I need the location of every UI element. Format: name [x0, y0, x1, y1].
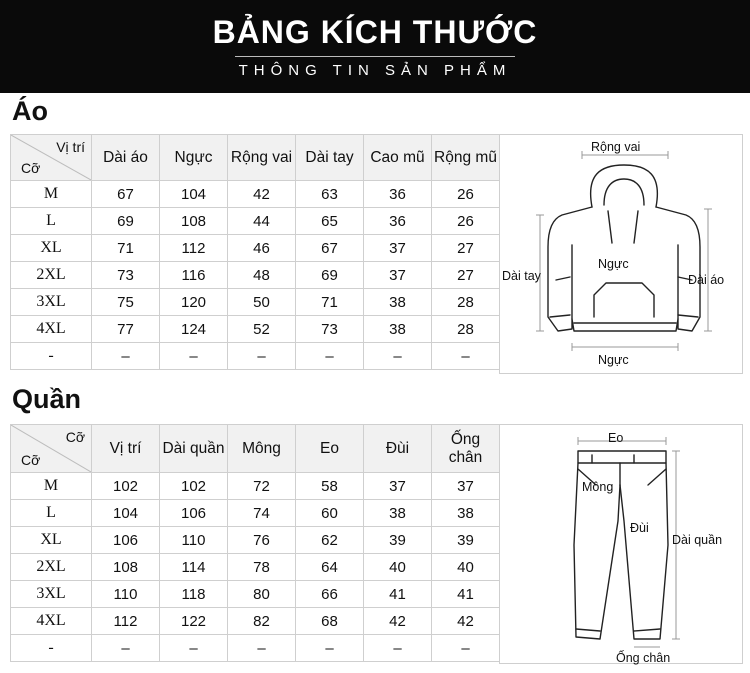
shirt-size-table [10, 134, 500, 370]
table-cell: 67 [296, 235, 364, 262]
page-subtitle: THÔNG TIN SẢN PHẨM [238, 62, 512, 79]
column-header: Mông [228, 425, 296, 473]
table-cell: – [92, 343, 160, 370]
size-label-cell: M [11, 181, 92, 208]
table-row [11, 473, 500, 500]
shoulder-width-label: Rộng vai [591, 140, 641, 154]
hip-label: Mông [582, 480, 614, 494]
table-cell: 65 [296, 208, 364, 235]
corner-header-cell [11, 135, 92, 181]
table-row [11, 608, 500, 635]
column-header: Eo [296, 425, 364, 473]
table-row [11, 208, 500, 235]
table-cell: 104 [92, 500, 160, 527]
table-cell: 112 [92, 608, 160, 635]
table-cell: 60 [296, 500, 364, 527]
table-cell: 41 [364, 581, 432, 608]
table-row [11, 262, 500, 289]
table-cell: 40 [432, 554, 500, 581]
size-label-cell: L [11, 208, 92, 235]
waist-label: Eo [608, 431, 624, 445]
table-cell: 26 [432, 208, 500, 235]
table-cell: – [296, 343, 364, 370]
column-header: Dài tay [296, 135, 364, 181]
table-cell: 41 [432, 581, 500, 608]
table-cell: 69 [296, 262, 364, 289]
table-cell: 82 [228, 608, 296, 635]
size-label-cell: L [11, 500, 92, 527]
table-row [11, 316, 500, 343]
table-cell: – [228, 343, 296, 370]
column-header: Ngực [160, 135, 228, 181]
table-row [11, 500, 500, 527]
size-label-cell: 2XL [11, 554, 92, 581]
table-cell: 116 [160, 262, 228, 289]
table-cell: 26 [432, 181, 500, 208]
pants-illustration-panel [499, 424, 743, 664]
table-cell: 37 [432, 473, 500, 500]
table-cell: 110 [92, 581, 160, 608]
table-cell: 102 [160, 473, 228, 500]
table-row [11, 235, 500, 262]
column-header: Cao mũ [364, 135, 432, 181]
table-cell: 114 [160, 554, 228, 581]
leg-opening-label: Ống chân [616, 651, 671, 665]
chest-label: Ngực [598, 257, 629, 271]
size-label-cell: XL [11, 527, 92, 554]
corner-top-label: Cỡ [65, 429, 85, 445]
column-header: Rộng mũ [432, 135, 500, 181]
table-cell: 68 [296, 608, 364, 635]
table-row [11, 181, 500, 208]
table-cell: 36 [364, 208, 432, 235]
size-label-cell: 3XL [11, 581, 92, 608]
table-cell: 38 [432, 500, 500, 527]
table-cell: 39 [432, 527, 500, 554]
table-cell: – [160, 635, 228, 662]
table-cell: 118 [160, 581, 228, 608]
shirt-length-label: Dài áo [688, 273, 725, 287]
table-cell: 67 [92, 181, 160, 208]
table-row [11, 527, 500, 554]
corner-top-label: Vị trí [56, 139, 85, 155]
table-cell: 72 [228, 473, 296, 500]
table-cell: 28 [432, 316, 500, 343]
column-header: Rộng vai [228, 135, 296, 181]
table-cell: 80 [228, 581, 296, 608]
table-cell: – [92, 635, 160, 662]
table-row [11, 635, 500, 662]
column-header: Dài quần [160, 425, 228, 473]
size-label-cell: 3XL [11, 289, 92, 316]
hoodie-icon [500, 135, 744, 375]
column-header: Ống chân [432, 425, 500, 473]
table-cell: 76 [228, 527, 296, 554]
table-cell: – [364, 343, 432, 370]
table-cell: 75 [92, 289, 160, 316]
table-cell: 77 [92, 316, 160, 343]
table-cell: 108 [92, 554, 160, 581]
pants-size-table [10, 424, 500, 662]
table-cell: 106 [92, 527, 160, 554]
chest-bottom-label: Ngực [598, 353, 629, 367]
size-label-cell: M [11, 473, 92, 500]
table-cell: 110 [160, 527, 228, 554]
thigh-label: Đùi [630, 521, 649, 535]
table-cell: 27 [432, 235, 500, 262]
table-cell: 42 [364, 608, 432, 635]
size-label-cell: - [11, 635, 92, 662]
table-cell: 108 [160, 208, 228, 235]
table-cell: 38 [364, 316, 432, 343]
table-cell: 50 [228, 289, 296, 316]
table-cell: 39 [364, 527, 432, 554]
table-cell: 73 [92, 262, 160, 289]
table-cell: 36 [364, 181, 432, 208]
size-label-cell: 2XL [11, 262, 92, 289]
hoodie-illustration-panel [499, 134, 743, 374]
table-cell: 78 [228, 554, 296, 581]
table-cell: 73 [296, 316, 364, 343]
table-cell: 37 [364, 235, 432, 262]
pants-length-label: Dài quần [672, 533, 723, 547]
table-cell: – [432, 635, 500, 662]
size-label-cell: XL [11, 235, 92, 262]
corner-bottom-label: Cỡ [21, 452, 41, 468]
title-divider [235, 56, 515, 57]
table-row [11, 289, 500, 316]
table-cell: 69 [92, 208, 160, 235]
table-cell: 27 [432, 262, 500, 289]
table-cell: 28 [432, 289, 500, 316]
column-header: Vị trí [92, 425, 160, 473]
table-cell: 38 [364, 500, 432, 527]
corner-bottom-label: Cỡ [21, 160, 41, 176]
table-cell: 52 [228, 316, 296, 343]
table-cell: 66 [296, 581, 364, 608]
table-cell: 104 [160, 181, 228, 208]
table-cell: 46 [228, 235, 296, 262]
table-header-row [11, 135, 500, 181]
column-header: Dài áo [92, 135, 160, 181]
table-cell: 122 [160, 608, 228, 635]
table-cell: 44 [228, 208, 296, 235]
table-cell: – [296, 635, 364, 662]
table-cell: 71 [296, 289, 364, 316]
table-cell: 40 [364, 554, 432, 581]
table-cell: – [228, 635, 296, 662]
table-cell: 71 [92, 235, 160, 262]
table-row [11, 343, 500, 370]
table-cell: 120 [160, 289, 228, 316]
table-cell: 58 [296, 473, 364, 500]
size-label-cell: - [11, 343, 92, 370]
pants-section-title: Quần [12, 384, 82, 414]
sleeve-length-label: Dài tay [502, 269, 541, 283]
table-cell: 106 [160, 500, 228, 527]
size-label-cell: 4XL [11, 316, 92, 343]
table-row [11, 581, 500, 608]
table-cell: 64 [296, 554, 364, 581]
table-header-row [11, 425, 500, 473]
table-cell: 42 [228, 181, 296, 208]
table-cell: 124 [160, 316, 228, 343]
table-cell: 112 [160, 235, 228, 262]
table-cell: 37 [364, 473, 432, 500]
table-cell: 42 [432, 608, 500, 635]
table-cell: 63 [296, 181, 364, 208]
table-cell: 48 [228, 262, 296, 289]
table-cell: – [432, 343, 500, 370]
table-cell: 102 [92, 473, 160, 500]
column-header: Đùi [364, 425, 432, 473]
shirt-section-title: Áo [12, 96, 48, 126]
header-banner [0, 0, 750, 93]
size-label-cell: 4XL [11, 608, 92, 635]
table-cell: – [364, 635, 432, 662]
table-row [11, 554, 500, 581]
table-cell: 74 [228, 500, 296, 527]
page-title: BẢNG KÍCH THƯỚC [212, 14, 538, 50]
table-cell: 62 [296, 527, 364, 554]
table-cell: 38 [364, 289, 432, 316]
corner-header-cell [11, 425, 92, 473]
table-cell: – [160, 343, 228, 370]
table-cell: 37 [364, 262, 432, 289]
